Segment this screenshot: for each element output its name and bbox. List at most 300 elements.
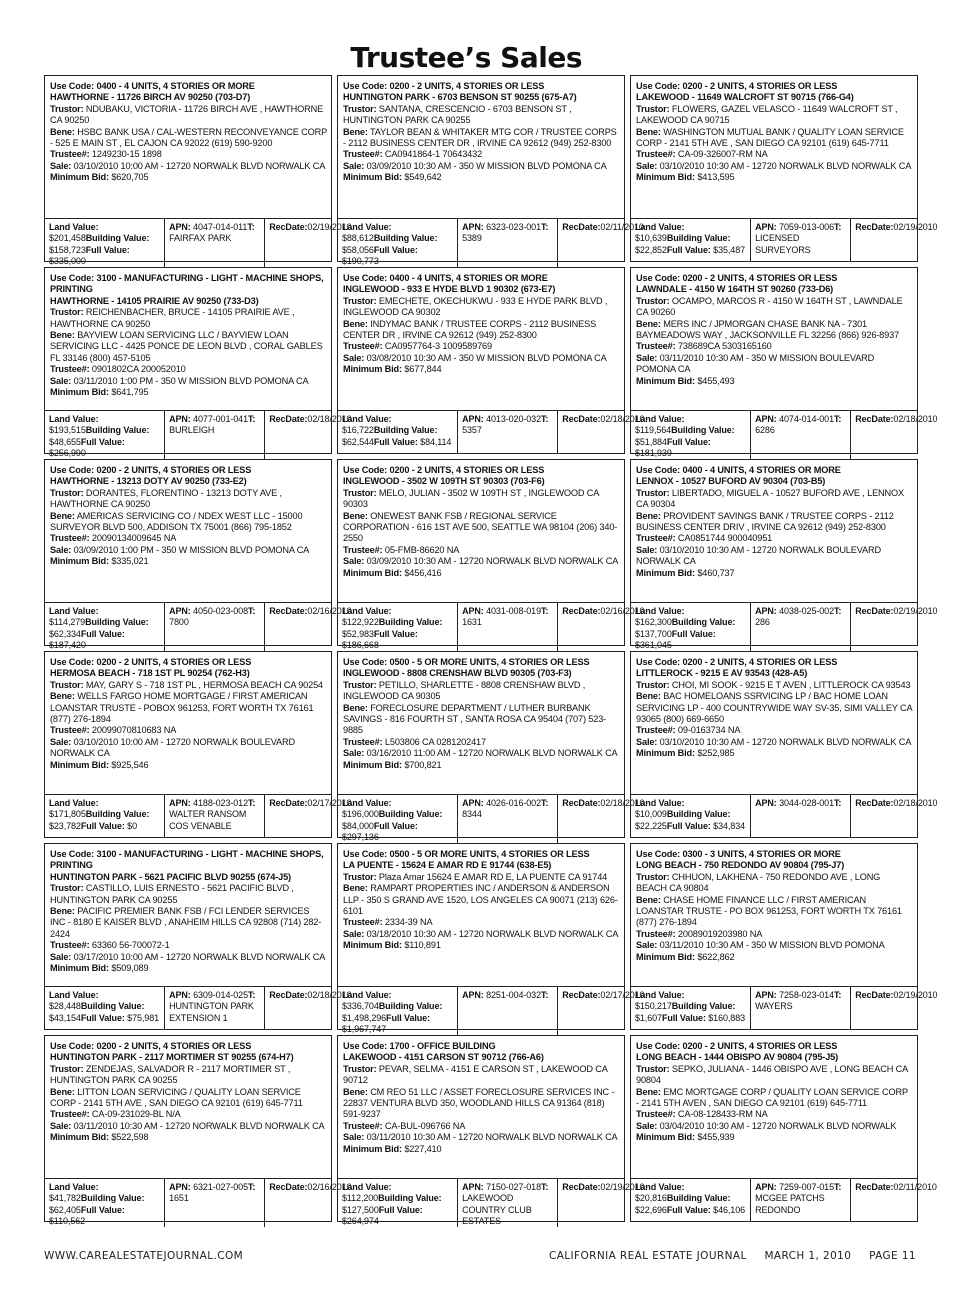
tract-value: LAKEWOOD COUNTRY CLUB ESTATES xyxy=(462,1193,532,1226)
value-strip xyxy=(45,794,352,837)
full-value xyxy=(81,1013,159,1023)
land-value-value: $112,200 xyxy=(342,1193,379,1204)
recdate-value: 02/19/2010 xyxy=(893,990,938,1000)
trustee-number-label: Trustee#: xyxy=(636,341,676,352)
building-value-value: $84,000 xyxy=(342,820,374,831)
beneficiary xyxy=(343,319,620,342)
listing-card xyxy=(337,1035,645,1226)
beneficiary-label: Bene: xyxy=(50,330,75,341)
use-code-value: 3100 - MANUFACTURING - LIGHT - MACHINE SHOPS, PRINTING xyxy=(50,273,324,295)
beneficiary-value: TAYLOR BEAN & WHITAKER MTG COR / TRUSTEE CORPS - 2112 BUSINESS CENTER DR , IRVINE CA 92612 (949) 252-8300 xyxy=(343,126,617,149)
apn-value: 4077-001-041 xyxy=(193,414,248,424)
beneficiary-value: WASHINGTON MUTUAL BANK / QUALITY LOAN SERVICE CORP - 2141 5TH AVE , SAN DIEGO CA 92101 (619) 645-7711 xyxy=(636,126,904,149)
values-cell xyxy=(631,987,751,1029)
beneficiary xyxy=(343,511,620,545)
property-address: LAKEWOOD - 11649 WALCROFT ST 90715 (766-G4) xyxy=(636,92,854,103)
beneficiary-value: BAC HOMELOANS SSRVICING LP / BAC HOME LOAN SERVICING LP - 400 COUNTRYWIDE WAY SV-35, SIMI VALLEY CA 93065 (800) 669-6650 xyxy=(636,691,912,725)
trustee-number-label: Trustee#: xyxy=(636,725,676,736)
land-value-label: Land Value: xyxy=(342,798,392,808)
full-value-value: $34,834 xyxy=(713,820,746,831)
value-strip xyxy=(45,1178,352,1226)
full-value xyxy=(667,245,745,255)
beneficiary-value: EMC MORTGAGE CORP / QUALITY LOAN SERVICE CORP - 2141 5TH AVEN , SAN DIEGO CA 92101 (619) 645-7711 xyxy=(636,1086,908,1109)
minimum-bid xyxy=(50,556,327,567)
beneficiary-value: RAMPART PROPERTIES INC / ANDERSON & ANDERSON LLP - 350 S GRAND AVE 1520, LOS ANGELES CA 90071 (213) 626-6101 xyxy=(343,883,618,917)
minimum-bid-value: $622,862 xyxy=(697,951,735,962)
sale-info xyxy=(636,353,913,376)
minimum-bid-label: Minimum Bid: xyxy=(343,567,402,578)
building-value-value: $22,696 xyxy=(635,1204,667,1215)
apn-cell xyxy=(751,603,851,651)
tract-label: T: xyxy=(247,606,256,616)
full-value-value: $335,000 xyxy=(49,255,86,266)
apn-value: 4013-020-032 xyxy=(486,414,541,424)
full-value-label: Full Value: xyxy=(80,1204,125,1215)
apn-cell xyxy=(458,603,558,651)
listing-card xyxy=(630,843,938,1030)
trustor xyxy=(50,104,327,127)
full-value-value: $190,773 xyxy=(342,255,379,266)
property-address: LONG BEACH - 750 REDONDO AV 90804 (795-J7) xyxy=(636,860,845,871)
apn xyxy=(169,414,248,424)
recdate-cell xyxy=(851,795,938,837)
trustor-label: Trustor: xyxy=(50,307,84,318)
listing-card xyxy=(44,843,352,1030)
tract-label: T: xyxy=(540,1182,549,1192)
trustee-number-value: 20090134009645 NA xyxy=(91,533,177,544)
listing-card xyxy=(44,1035,352,1226)
apn-value: 7258-023-014 xyxy=(779,990,834,1000)
beneficiary-value: AMERICAS SERVICING CO / NDEX WEST LLC - 15000 SURVEYOR BLVD 500, ADDISON TX 75001 (866) 795-1852 xyxy=(50,510,303,533)
minimum-bid-value: $677,844 xyxy=(404,364,442,375)
building-value-label: Building Value: xyxy=(666,809,731,820)
tract-label: T: xyxy=(540,414,549,424)
recdate-label: RecDate: xyxy=(855,606,894,616)
trustor-label: Trustor: xyxy=(343,1063,377,1074)
listing-card xyxy=(337,75,644,266)
recdate-label: RecDate: xyxy=(562,990,601,1000)
use-code-label: Use Code: xyxy=(343,1041,388,1051)
listings-grid xyxy=(44,75,938,1230)
tract-label: T: xyxy=(540,606,549,616)
recdate-value: 02/16/2010 xyxy=(600,606,645,616)
apn-value: 4026-016-002 xyxy=(486,798,541,808)
listing-details xyxy=(45,1036,331,1178)
trustee-number-value: CA-BUL-096766 NA xyxy=(384,1120,466,1131)
sale-info xyxy=(343,929,620,940)
minimum-bid xyxy=(636,748,913,759)
tract-value: 7800 xyxy=(169,617,189,628)
recdate-cell xyxy=(558,219,644,267)
beneficiary-label: Bene: xyxy=(636,510,661,521)
minimum-bid-label: Minimum Bid: xyxy=(50,172,109,183)
land-value-label: Land Value: xyxy=(635,222,685,232)
beneficiary-value: WELLS FARGO HOME MORTGAGE / FIRST AMERICAN LOANSTAR TRUSTE - POBOX 961253, FORT WORTH TX 76161 (877) 276-1894 xyxy=(50,691,314,725)
trustee-number-value: CA0941864-1 70643432 xyxy=(384,149,483,160)
trustee-number xyxy=(50,1109,327,1120)
beneficiary xyxy=(50,1087,327,1110)
property-address: LAKEWOOD - 4151 CARSON ST 90712 (766-A6) xyxy=(343,1052,544,1063)
beneficiary xyxy=(50,127,327,150)
recdate-value: 02/19/2010 xyxy=(600,1182,645,1192)
trustee-number xyxy=(343,149,620,160)
trustor xyxy=(50,680,327,691)
trustor-value: ZENDEJAS, SALVADOR R - 2117 MORTIMER ST , HUNTINGTON PARK CA 90255 xyxy=(50,1063,291,1086)
tract-value: 1651 xyxy=(169,1193,189,1204)
beneficiary xyxy=(50,691,327,725)
use-code-value: 0200 - 2 UNITS, 4 STORIES OR LESS xyxy=(389,465,545,475)
recdate-value: 02/19/2010 xyxy=(893,606,938,616)
beneficiary-label: Bene: xyxy=(343,702,368,713)
full-value-value: $186,668 xyxy=(342,639,379,650)
sale-info-label: Sale: xyxy=(50,1120,72,1131)
land-value-label: Land Value: xyxy=(342,606,392,616)
trustee-number-value: CA-09-231029-BL N/A xyxy=(91,1109,181,1120)
beneficiary xyxy=(636,1087,913,1110)
minimum-bid-label: Minimum Bid: xyxy=(636,172,695,183)
beneficiary-label: Bene: xyxy=(343,1086,368,1097)
beneficiary xyxy=(50,906,327,940)
apn-label: APN: xyxy=(462,1182,484,1192)
beneficiary xyxy=(636,895,913,929)
minimum-bid-value: $641,795 xyxy=(111,387,149,398)
apn xyxy=(169,606,248,616)
listing-card xyxy=(630,651,938,838)
trustee-number-value: 05-FMB-86620 NA xyxy=(384,544,460,555)
sale-info-value: 03/04/2010 10:30 AM - 12720 NORWALK BLVD NORWALK xyxy=(659,1120,897,1131)
property-address: HUNTINGTON PARK - 5621 PACIFIC BLVD 90255 (674-J5) xyxy=(50,871,291,882)
trustor-label: Trustor: xyxy=(343,103,377,114)
trustor-value: CHOI, MI SOOK - 9215 E T AVEN , LITTLEROCK CA 93543 xyxy=(671,679,911,690)
listing-details xyxy=(45,268,331,410)
use-code-value: 0200 - 2 UNITS, 4 STORIES OR LESS xyxy=(96,1041,252,1051)
sale-info-value: 03/10/2010 10:00 AM - 12720 NORWALK BOULEVARD NORWALK CA xyxy=(50,736,295,759)
property-address: HAWTHORNE - 14105 PRAIRIE AV 90250 (733-D3) xyxy=(50,295,259,306)
use-code xyxy=(636,465,913,476)
trustor xyxy=(343,680,620,703)
sale-info xyxy=(636,737,913,748)
beneficiary-value: CM REO 51 LLC / ASSET FORECLOSURE SERVICES INC - 22837 VENTURA BLVD 350, WOODLAND HILLS CA 91364 (818) 591-9237 xyxy=(343,1086,615,1120)
values-cell xyxy=(631,1179,751,1221)
values-cell xyxy=(338,219,458,267)
apn xyxy=(462,606,541,616)
values-cell xyxy=(631,603,751,651)
beneficiary xyxy=(343,127,620,150)
use-code-label: Use Code: xyxy=(50,81,95,91)
minimum-bid-label: Minimum Bid: xyxy=(343,940,402,951)
full-value-value: $160,883 xyxy=(708,1012,746,1023)
land-value-label: Land Value: xyxy=(635,1182,685,1192)
beneficiary xyxy=(636,127,913,150)
tract xyxy=(834,798,841,808)
full-value-label: Full Value: xyxy=(661,1012,706,1023)
sale-info-label: Sale: xyxy=(50,951,72,962)
trustor-value: OCAMPO, MARCOS R - 4150 W 164TH ST , LAWNDALE CA 90260 xyxy=(636,295,903,318)
minimum-bid xyxy=(343,568,620,579)
recdate-value: 02/18/2010 xyxy=(893,414,938,424)
values-cell xyxy=(45,219,165,267)
apn-cell xyxy=(458,795,558,843)
footer-website[interactable]: WWW.CAREALESTATEJOURNAL.COM xyxy=(44,1250,244,1262)
minimum-bid xyxy=(343,1144,620,1155)
recdate-cell xyxy=(265,795,352,837)
listing-card xyxy=(44,75,352,266)
trustor xyxy=(636,680,913,691)
use-code-value: 0200 - 2 UNITS, 4 STORIES OR LESS xyxy=(682,81,838,91)
use-code-label: Use Code: xyxy=(636,273,681,283)
property-address: HAWTHORNE - 11726 BIRCH AV 90250 (703-D7) xyxy=(50,92,251,103)
apn-label: APN: xyxy=(755,414,777,424)
footer-page-number: PAGE 11 xyxy=(869,1250,916,1262)
minimum-bid-value: $549,642 xyxy=(404,172,442,183)
trustor-label: Trustor: xyxy=(636,871,670,882)
sale-info-value: 03/11/2010 10:30 AM - 12720 NORWALK BLVD NORWALK CA xyxy=(73,1120,325,1131)
page-title: Trustee’s Sales xyxy=(350,41,582,74)
use-code-label: Use Code: xyxy=(50,465,95,475)
trustee-number-label: Trustee#: xyxy=(50,364,90,375)
land-value-label: Land Value: xyxy=(635,606,685,616)
minimum-bid-value: $460,737 xyxy=(697,567,735,578)
full-value-label: Full Value: xyxy=(666,436,711,447)
sale-info xyxy=(343,161,620,172)
listing-card xyxy=(337,459,645,650)
minimum-bid xyxy=(50,760,327,771)
land-value-label: Land Value: xyxy=(49,990,99,1000)
recdate-value: 02/16/2010 xyxy=(307,606,352,616)
minimum-bid-value: $700,821 xyxy=(404,759,442,770)
recdate-label: RecDate: xyxy=(855,1182,894,1192)
trustee-number-label: Trustee#: xyxy=(636,533,676,544)
trustor-value: LIBERTADO, MIGUEL A - 10527 BUFORD AVE , LENNOX CA 90304 xyxy=(636,487,904,510)
property-address: LENNOX - 10527 BUFORD AV 90304 (703-B5) xyxy=(636,476,826,487)
apn-label: APN: xyxy=(462,990,484,1000)
beneficiary xyxy=(343,1087,620,1121)
beneficiary xyxy=(343,703,620,737)
trustor xyxy=(50,488,327,511)
footer xyxy=(44,1250,916,1266)
use-code xyxy=(636,657,913,668)
trustor-label: Trustor: xyxy=(636,487,670,498)
building-value-value: $48,655 xyxy=(49,436,81,447)
minimum-bid xyxy=(50,387,327,398)
beneficiary-label: Bene: xyxy=(636,126,661,137)
trustor-value: MELO, JULIAN - 3502 W 109TH ST , INGLEWOOD CA 90303 xyxy=(343,487,599,510)
full-value xyxy=(662,1013,745,1023)
apn-value: 6323-023-001 xyxy=(486,222,541,232)
recdate-label: RecDate: xyxy=(855,414,894,424)
listing-details xyxy=(338,460,624,602)
property-address: LONG BEACH - 1444 OBISPO AV 90804 (795-J5) xyxy=(636,1052,839,1063)
minimum-bid xyxy=(636,952,913,963)
apn-cell xyxy=(751,795,851,837)
sale-info xyxy=(50,737,327,760)
minimum-bid-value: $522,598 xyxy=(111,1132,149,1143)
value-strip xyxy=(631,218,938,261)
property-address: LITTLEROCK - 9215 E AV 93543 (428-A5) xyxy=(636,668,808,679)
use-code-value: 0500 - 5 OR MORE UNITS, 4 STORIES OR LESS xyxy=(389,849,590,859)
use-code-label: Use Code: xyxy=(343,81,388,91)
land-value-value: $162,300 xyxy=(635,617,672,628)
full-value-value: $181,939 xyxy=(635,447,672,458)
sale-info-value: 03/10/2010 10:30 AM - 12720 NORWALK BLVD NORWALK CA xyxy=(659,736,912,747)
trustee-number-value: 09-0163734 NA xyxy=(677,725,741,736)
trustee-number xyxy=(636,341,913,352)
apn-label: APN: xyxy=(755,1182,777,1192)
land-value-value: $20,816 xyxy=(635,1193,667,1204)
listing-details xyxy=(338,268,624,410)
full-value xyxy=(667,1205,745,1215)
building-value-label: Building Value: xyxy=(85,809,150,820)
listing-details xyxy=(338,652,624,794)
trustor xyxy=(343,872,620,883)
sale-info-label: Sale: xyxy=(636,940,658,951)
apn xyxy=(755,990,834,1000)
trustee-number-label: Trustee#: xyxy=(50,149,90,160)
trustor xyxy=(636,488,913,511)
recdate-label: RecDate: xyxy=(269,414,308,424)
land-value-label: Land Value: xyxy=(342,414,392,424)
use-code-value: 0200 - 2 UNITS, 4 STORIES OR LESS xyxy=(682,657,838,667)
recdate-label: RecDate: xyxy=(562,1182,601,1192)
land-value-label: Land Value: xyxy=(342,990,392,1000)
beneficiary-value: BAYVIEW LOAN SERVICING LLC / BAYVIEW LOAN SERVICING LLC - 4425 PONCE DE LEON BLVD , CORAL GABLES FL 33146 (800) 457-5105 xyxy=(50,330,323,363)
trustee-number-value: CA0957764-3 1009589769 xyxy=(384,341,492,352)
use-code-value: 0200 - 2 UNITS, 4 STORIES OR LESS xyxy=(682,273,838,283)
trustor-value: MAY, GARY S - 718 1ST PL , HERMOSA BEACH CA 90254 xyxy=(85,679,324,690)
apn xyxy=(169,222,247,232)
use-code-value: 0500 - 5 OR MORE UNITS, 4 STORIES OR LESS xyxy=(389,657,590,667)
recdate-label: RecDate: xyxy=(855,222,894,232)
building-value-value: $52,983 xyxy=(342,628,374,639)
full-value-value: $35,487 xyxy=(713,244,746,255)
sale-info-label: Sale: xyxy=(50,736,72,747)
building-value-value: $58,056 xyxy=(342,244,374,255)
building-value-value: $51,884 xyxy=(635,436,667,447)
tract-label: T: xyxy=(247,990,256,1000)
value-strip xyxy=(338,410,645,453)
apn-value: 7259-007-015 xyxy=(779,1182,834,1192)
full-value-label: Full Value: xyxy=(666,1204,711,1215)
beneficiary-value: FORECLOSURE DEPARTMENT / LUTHER BURBANK SAVINGS - 816 FOURTH ST , SANTA ROSA CA 95404 (707) 523-9885 xyxy=(343,702,607,736)
minimum-bid xyxy=(343,172,620,183)
apn-value: 4031-008-019 xyxy=(486,606,541,616)
recdate-cell xyxy=(851,219,938,261)
trustor-label: Trustor: xyxy=(636,1063,670,1074)
apn-label: APN: xyxy=(462,606,484,616)
apn-value: 4050-023-008 xyxy=(193,606,248,616)
trustor-label: Trustor: xyxy=(343,871,377,882)
minimum-bid xyxy=(343,364,620,375)
footer-info xyxy=(535,1250,916,1262)
beneficiary xyxy=(50,330,327,364)
apn-label: APN: xyxy=(755,606,777,616)
trustor-label: Trustor: xyxy=(50,103,84,114)
trustor xyxy=(343,1064,620,1087)
tract-label: T: xyxy=(833,222,842,232)
tract-value: 1631 xyxy=(462,617,482,628)
minimum-bid-value: $110,891 xyxy=(404,940,441,951)
minimum-bid-value: $455,493 xyxy=(697,375,735,386)
sale-info xyxy=(50,376,327,387)
use-code-label: Use Code: xyxy=(50,1041,95,1051)
sale-info-value: 03/09/2010 10:30 AM - 12720 NORWALK BLVD NORWALK CA xyxy=(366,556,619,567)
recdate-label: RecDate: xyxy=(269,222,308,232)
trustor xyxy=(636,296,913,319)
apn-cell xyxy=(165,987,265,1029)
full-value-value: $110,562 xyxy=(49,1215,86,1226)
tract-value: 5357 xyxy=(462,425,482,436)
listing-card xyxy=(44,651,352,838)
land-value-label: Land Value: xyxy=(635,798,685,808)
beneficiary-label: Bene: xyxy=(50,126,75,137)
trustee-number-label: Trustee#: xyxy=(636,149,676,160)
building-value-value: $62,334 xyxy=(49,628,81,639)
full-value-label: Full Value: xyxy=(80,820,125,831)
building-value-value: $22,225 xyxy=(635,820,667,831)
values-cell xyxy=(45,795,165,837)
recdate-cell xyxy=(265,603,352,651)
building-value-label: Building Value: xyxy=(373,233,438,244)
beneficiary-label: Bene: xyxy=(343,883,368,894)
recdate-label: RecDate: xyxy=(269,1182,308,1192)
recdate-cell xyxy=(265,987,352,1029)
sale-info xyxy=(343,353,620,364)
trustee-number-value: 738689CA 5303165160 xyxy=(677,341,772,352)
use-code xyxy=(636,273,913,284)
use-code xyxy=(343,657,620,668)
values-cell xyxy=(338,795,458,843)
recdate-value: 02/17/2010 xyxy=(307,798,352,808)
building-value-label: Building Value: xyxy=(671,425,735,436)
building-value-label: Building Value: xyxy=(85,425,150,436)
land-value-value: $196,000 xyxy=(342,809,379,820)
values-cell xyxy=(45,411,165,459)
beneficiary-value: MERS INC / JPMORGAN CHASE BANK NA - 7301 BAYMEADOWS WAY , JACKSONVILLE FL 32256 (866) 926-8937 xyxy=(636,318,900,341)
sale-info-label: Sale: xyxy=(343,748,365,759)
use-code-value: 0400 - 4 UNITS, 4 STORIES OR MORE xyxy=(96,81,255,91)
trustee-number-label: Trustee#: xyxy=(343,544,383,555)
apn-cell xyxy=(751,411,851,459)
use-code xyxy=(50,81,327,92)
apn-label: APN: xyxy=(462,798,484,808)
minimum-bid-label: Minimum Bid: xyxy=(50,556,109,567)
sale-info xyxy=(636,545,913,568)
recdate-label: RecDate: xyxy=(562,222,601,232)
apn-label: APN: xyxy=(755,798,777,808)
apn-value: 8251-004-032 xyxy=(486,990,541,1000)
trustor-value: NDUBAKU, VICTORIA - 11726 BIRCH AVE , HAWTHORNE CA 90250 xyxy=(50,103,324,126)
sale-info-label: Sale: xyxy=(343,556,365,567)
trustee-number-label: Trustee#: xyxy=(343,1120,383,1131)
recdate-label: RecDate: xyxy=(562,798,601,808)
apn-cell xyxy=(458,1179,558,1227)
apn-cell xyxy=(751,1179,851,1221)
trustor xyxy=(50,1064,327,1087)
recdate-label: RecDate: xyxy=(562,606,601,616)
minimum-bid-label: Minimum Bid: xyxy=(636,375,695,386)
property-address: HUNTINGTON PARK - 2117 MORTIMER ST 90255 (674-H7) xyxy=(50,1052,294,1063)
minimum-bid xyxy=(50,1132,327,1143)
listing-details xyxy=(45,652,331,794)
trustee-number-label: Trustee#: xyxy=(343,341,383,352)
listing-details xyxy=(338,1036,624,1178)
minimum-bid-value: $925,546 xyxy=(111,759,149,770)
recdate-cell xyxy=(851,1179,937,1221)
use-code-label: Use Code: xyxy=(636,657,681,667)
land-value-value: $201,458 xyxy=(49,233,86,244)
full-value-label: Full Value: xyxy=(80,628,125,639)
recdate-value: 02/19/2010 xyxy=(893,222,938,232)
